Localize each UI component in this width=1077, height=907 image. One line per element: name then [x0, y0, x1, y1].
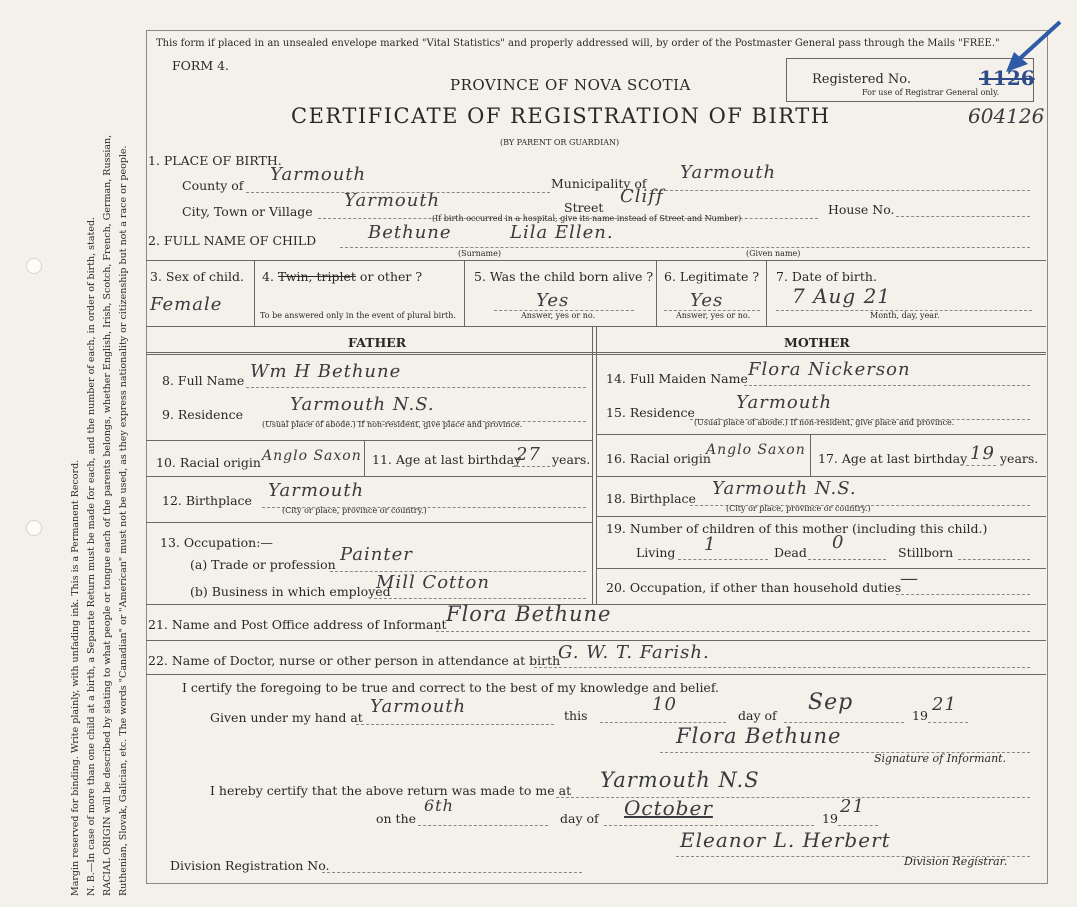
- child-given-value: Lila Ellen.: [510, 222, 614, 243]
- stillborn-label: Stillborn: [898, 545, 954, 560]
- doctor-label: 22. Name of Doctor, nurse or other person in attendance at birth: [148, 653, 561, 668]
- mother-name-value: Flora Nickerson: [748, 359, 911, 380]
- dead-label: Dead: [774, 545, 807, 560]
- dead-value: 0: [832, 532, 845, 553]
- margin-text-2: N. B.—In case of more than one child at a birth, a Separate Return must be made for each, and the number of each, in order of birth, stated.: [86, 216, 97, 896]
- father-occupation-label: 13. Occupation:—: [160, 535, 273, 550]
- registrar-day-value: 6th: [424, 796, 454, 815]
- father-business-value: Mill Cotton: [376, 572, 490, 593]
- registrar-year-prefix: 19: [822, 811, 838, 826]
- father-residence-value: Yarmouth N.S.: [290, 394, 435, 415]
- father-age-value: 27: [516, 444, 541, 465]
- father-residence-label: 9. Residence: [162, 407, 243, 422]
- registrar-day-of-label: day of: [560, 811, 599, 826]
- form-number: FORM 4.: [172, 58, 230, 73]
- certificate-title: CERTIFICATE OF REGISTRATION OF BIRTH: [291, 104, 831, 128]
- father-age-label: 11. Age at last birthday: [372, 452, 522, 467]
- child-name-label: 2. FULL NAME OF CHILD: [148, 233, 317, 248]
- father-birthplace-label: 12. Birthplace: [162, 493, 252, 508]
- punch-hole: [26, 520, 42, 536]
- legitimate-value: Yes: [690, 290, 724, 311]
- margin-text-1: Margin reserved for binding. Write plainly, with unfading ink. This is a Permanent Record.: [70, 459, 81, 896]
- mother-age-label: 17. Age at last birthday: [818, 451, 968, 466]
- given-place-value: Yarmouth: [370, 696, 467, 717]
- given-label: Given under my hand at: [210, 710, 363, 725]
- alive-value: Yes: [536, 290, 570, 311]
- twin-caption: To be answered only in the event of plural birth.: [260, 311, 456, 320]
- alive-label: 5. Was the child born alive ?: [474, 269, 654, 284]
- margin-number: 604126: [968, 104, 1045, 128]
- father-trade-label: (a) Trade or profession: [190, 557, 336, 572]
- given-caption: (Given name): [746, 249, 801, 258]
- registrar-place-value: Yarmouth N.S: [600, 768, 760, 792]
- mother-residence-value: Yarmouth: [736, 392, 833, 413]
- father-race-value: Anglo Saxon: [262, 448, 362, 464]
- living-label: Living: [636, 545, 676, 560]
- city-label: City, Town or Village: [182, 204, 313, 219]
- county-value: Yarmouth: [270, 164, 367, 185]
- mother-occupation-value: —: [900, 568, 919, 589]
- mother-name-label: 14. Full Maiden Name: [606, 371, 748, 386]
- house-label: House No.: [828, 202, 895, 217]
- certify-day-of-label: day of: [738, 708, 777, 723]
- father-business-label: (b) Business in which employed: [190, 584, 391, 599]
- hospital-note: (If birth occurred in a hospital, give its name instead of Street and Number): [432, 214, 742, 223]
- registrar-note: For use of Registrar General only.: [862, 88, 1000, 97]
- mother-birthplace-caption: (City or place, province or country.): [726, 504, 871, 513]
- certify-day-value: 10: [652, 694, 677, 715]
- living-value: 1: [704, 534, 717, 555]
- registered-label: Registered No.: [812, 72, 912, 87]
- dob-label: 7. Date of birth.: [776, 269, 877, 284]
- municipality-label: Municipality of: [551, 176, 647, 191]
- registrar-year-value: 21: [840, 796, 865, 817]
- father-name-value: Wm H Bethune: [250, 361, 402, 382]
- mother-race-value: Anglo Saxon: [706, 442, 806, 458]
- margin-text-4: Ruthenian, Slovak, Galician, etc. The words "Canadian" or "American" must not be used, as they express nationality or citizenship but not a race or people.: [118, 145, 129, 896]
- mother-race-label: 16. Racial origin: [606, 451, 711, 466]
- dob-caption: Month, day, year.: [870, 311, 940, 320]
- mother-occupation-label: 20. Occupation, if other than household duties: [606, 580, 902, 595]
- mother-residence-label: 15. Residence: [606, 405, 695, 420]
- informant-signature: Flora Bethune: [676, 724, 842, 748]
- punch-hole: [26, 258, 42, 274]
- father-residence-caption: (Usual place of abode.) If non-resident, give place and province.: [262, 420, 523, 429]
- street-label: Street: [564, 200, 604, 215]
- county-label: County of: [182, 178, 244, 193]
- province-title: PROVINCE OF NOVA SCOTIA: [450, 76, 691, 94]
- margin-text-3: RACIAL ORIGIN will be described by stating to what people or tongue each of the parents belongs, whether English, Irish, Scotch, French, German, Russian,: [102, 134, 113, 896]
- arrow-mark-icon: [1000, 18, 1065, 78]
- legitimate-caption: Answer, yes or no.: [676, 311, 751, 320]
- legitimate-label: 6. Legitimate ?: [664, 269, 760, 284]
- certify-month-value: Sep: [808, 690, 854, 715]
- mother-heading: MOTHER: [784, 335, 850, 350]
- city-value: Yarmouth: [344, 190, 441, 211]
- mother-residence-caption: (Usual place of abode.) If non-resident, give place and province.: [694, 418, 955, 427]
- mother-age-value: 19: [970, 443, 995, 464]
- informant-signature-caption: Signature of Informant.: [874, 752, 1007, 765]
- twin-label: 4. Twin, triplet or other ?: [262, 269, 423, 284]
- division-registration-label: Division Registration No.: [170, 858, 330, 873]
- mother-birthplace-label: 18. Birthplace: [606, 491, 696, 506]
- sex-value: Female: [150, 294, 223, 315]
- sex-label: 3. Sex of child.: [150, 269, 245, 284]
- certify-year-prefix: 19: [912, 708, 928, 723]
- registrar-certify-line: I hereby certify that the above return was made to me at: [210, 783, 572, 798]
- child-surname-value: Bethune: [368, 222, 452, 243]
- dob-value: 7 Aug 21: [792, 284, 892, 308]
- certify-statement: I certify the foregoing to be true and correct to the best of my knowledge and belief.: [182, 680, 719, 695]
- informant-value: Flora Bethune: [446, 602, 612, 626]
- registered-number: 1126: [979, 66, 1035, 90]
- municipality-value: Yarmouth: [680, 162, 777, 183]
- this-label: this: [564, 708, 588, 723]
- doctor-value: G. W. T. Farish.: [558, 642, 710, 663]
- registrar-caption: Division Registrar.: [904, 855, 1008, 868]
- street-value: Cliff: [620, 186, 664, 207]
- father-name-label: 8. Full Name: [162, 373, 245, 388]
- father-trade-value: Painter: [340, 544, 413, 565]
- alive-caption: Answer, yes or no.: [521, 311, 596, 320]
- mail-notice: This form if placed in an unsealed envelope marked "Vital Statistics" and properly addressed will, by order of the Postmaster General pass through the Mails "FREE.": [156, 38, 1000, 49]
- father-birthplace-value: Yarmouth: [268, 480, 365, 501]
- father-heading: FATHER: [348, 335, 407, 350]
- mother-children-label: 19. Number of children of this mother (including this child.): [606, 521, 988, 536]
- certificate-subtitle: (BY PARENT OR GUARDIAN): [500, 138, 620, 147]
- surname-caption: (Surname): [458, 249, 501, 258]
- father-years: years.: [552, 452, 591, 467]
- place-heading: 1. PLACE OF BIRTH.: [148, 153, 282, 168]
- father-race-label: 10. Racial origin: [156, 455, 261, 470]
- on-the-label: on the: [376, 811, 417, 826]
- mother-birthplace-value: Yarmouth N.S.: [712, 478, 857, 499]
- father-birthplace-caption: (City or place, province or country.): [282, 506, 427, 515]
- registrar-signature: Eleanor L. Herbert: [680, 828, 891, 852]
- mother-years: years.: [1000, 451, 1039, 466]
- registrar-month-value: October: [624, 796, 713, 820]
- certify-year-value: 21: [932, 694, 957, 715]
- informant-label: 21. Name and Post Office address of Informant: [148, 617, 447, 632]
